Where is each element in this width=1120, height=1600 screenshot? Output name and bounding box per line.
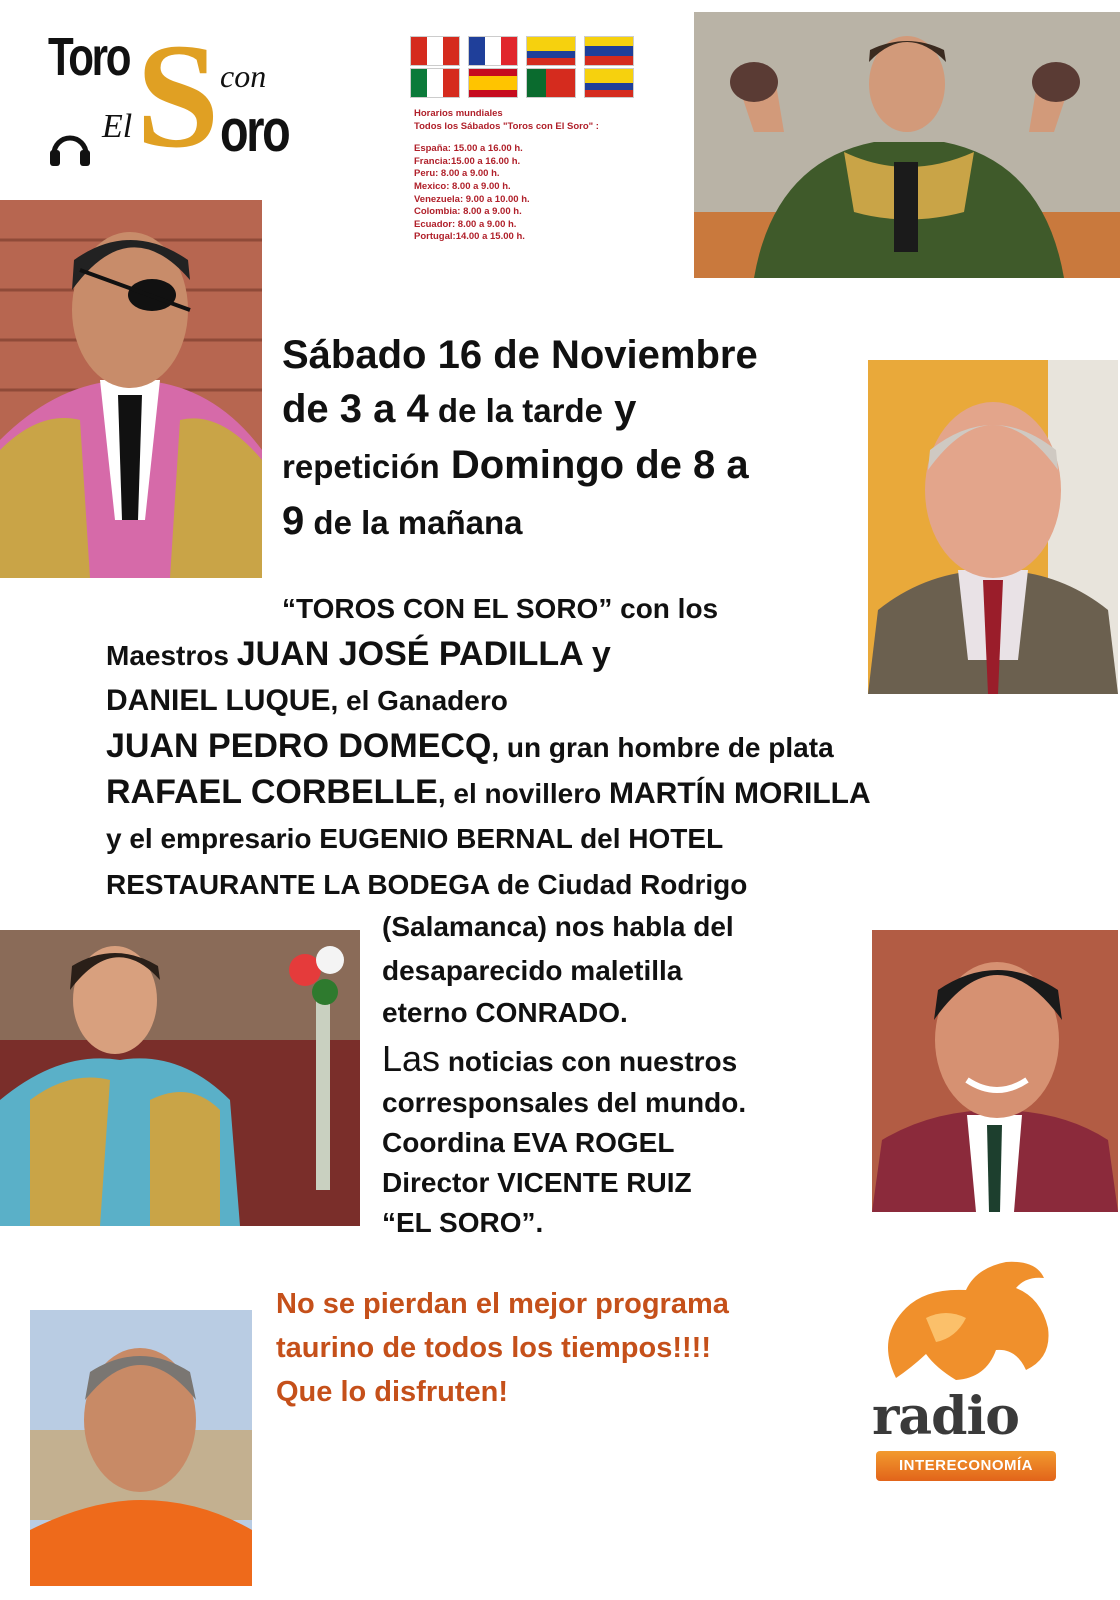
body-line-7: RESTAURANTE LA BODEGA de Ciudad Rodrigo [106,869,748,900]
ecuador-flag-icon [584,68,634,98]
body-line-8: (Salamanca) nos habla del [382,911,734,942]
coordinator-credit: Coordina EVA ROGEL [382,1127,675,1158]
peru-flag-icon [410,36,460,66]
radio-intereconomia-logo [866,1258,1066,1478]
juan-pedro-domecq-photo [868,360,1118,694]
schedule-line: Francia:15.00 a 16.00 h. [414,155,521,167]
schedule-line: Ecuador: 8.00 a 9.00 h. [414,218,517,230]
logo-word-oro: oro [220,97,289,164]
schedule-line: Mexico: 8.00 a 9.00 h. [414,180,511,192]
schedule-subtitle: Todos los Sábados "Toros con El Soro" : [414,120,599,132]
closing-line-3: Que lo disfruten! [276,1376,508,1408]
toros-con-el-soro-logo [44,13,304,179]
el-soro-photo [872,930,1118,1212]
body-line-12: corresponsales del mundo. [382,1087,747,1118]
schedule-line: Venezuela: 9.00 a 10.00 h. [414,193,530,205]
france-flag-icon [468,36,518,66]
juan-jose-padilla-photo [0,200,262,578]
venezuela-flag-icon [584,36,634,66]
headline-line-4: 9 de la mañana [282,499,523,543]
colombia-flag-icon [526,36,576,66]
schedule-line: Portugal:14.00 a 15.00 h. [414,231,525,243]
closing-line-1: No se pierdan el mejor programa [276,1288,729,1320]
bull-icon [866,1258,1066,1388]
radio-word: radio [872,1386,1019,1447]
body-line-10: eterno CONRADO. [382,997,628,1028]
body-line-11: Las noticias con nuestros [382,1038,738,1079]
headline-line-2: de 3 a 4 de la tarde y [282,387,637,431]
director-credit: Director VICENTE RUIZ [382,1167,692,1198]
body-line-4: JUAN PEDRO DOMECQ, un gran hombre de plata [106,727,834,765]
logo-word-con: con [220,58,267,94]
body-line-2: Maestros JUAN JOSÉ PADILLA y [106,635,611,673]
matador-green-suit-photo [694,12,1120,278]
world-schedule [414,108,664,244]
logo-word-el: El [102,108,133,145]
headline-line-3: repetición Domingo de 8 a [282,443,749,487]
body-line-6: y el empresario EUGENIO BERNAL del HOTEL [106,823,724,854]
body-line-9: desaparecido maletilla [382,955,683,986]
body-line-1: “TOROS CON EL SORO” con los [282,593,719,624]
body-line-3: DANIEL LUQUE, el Ganadero [106,684,508,717]
schedule-title: Horarios mundiales [414,108,503,119]
headphones-icon [48,128,92,168]
schedule-line: España: 15.00 a 16.00 h. [414,143,523,155]
headline-line-1: Sábado 16 de Noviembre [282,333,758,377]
logo-letter-s: S [136,13,220,179]
body-line-5: RAFAEL CORBELLE, el novillero MARTÍN MORILLA [106,773,871,811]
intereconomia-badge: INTERECONOMÍA [876,1451,1056,1481]
daniel-luque-photo [0,930,360,1226]
portugal-flag-icon [526,68,576,98]
orange-shirt-man-photo [30,1310,252,1586]
closing-message [276,1282,856,1414]
schedule-line: Peru: 8.00 a 9.00 h. [414,168,500,180]
closing-line-2: taurino de todos los tiempos!!!! [276,1332,711,1364]
mexico-flag-icon [410,68,460,98]
logo-word-toro: Toro [48,27,130,87]
broadcast-date-headline [282,328,842,550]
el-soro-credit: “EL SORO”. [382,1207,544,1238]
schedule-line: Colombia: 8.00 a 9.00 h. [414,206,522,218]
spain-flag-icon [468,68,518,98]
